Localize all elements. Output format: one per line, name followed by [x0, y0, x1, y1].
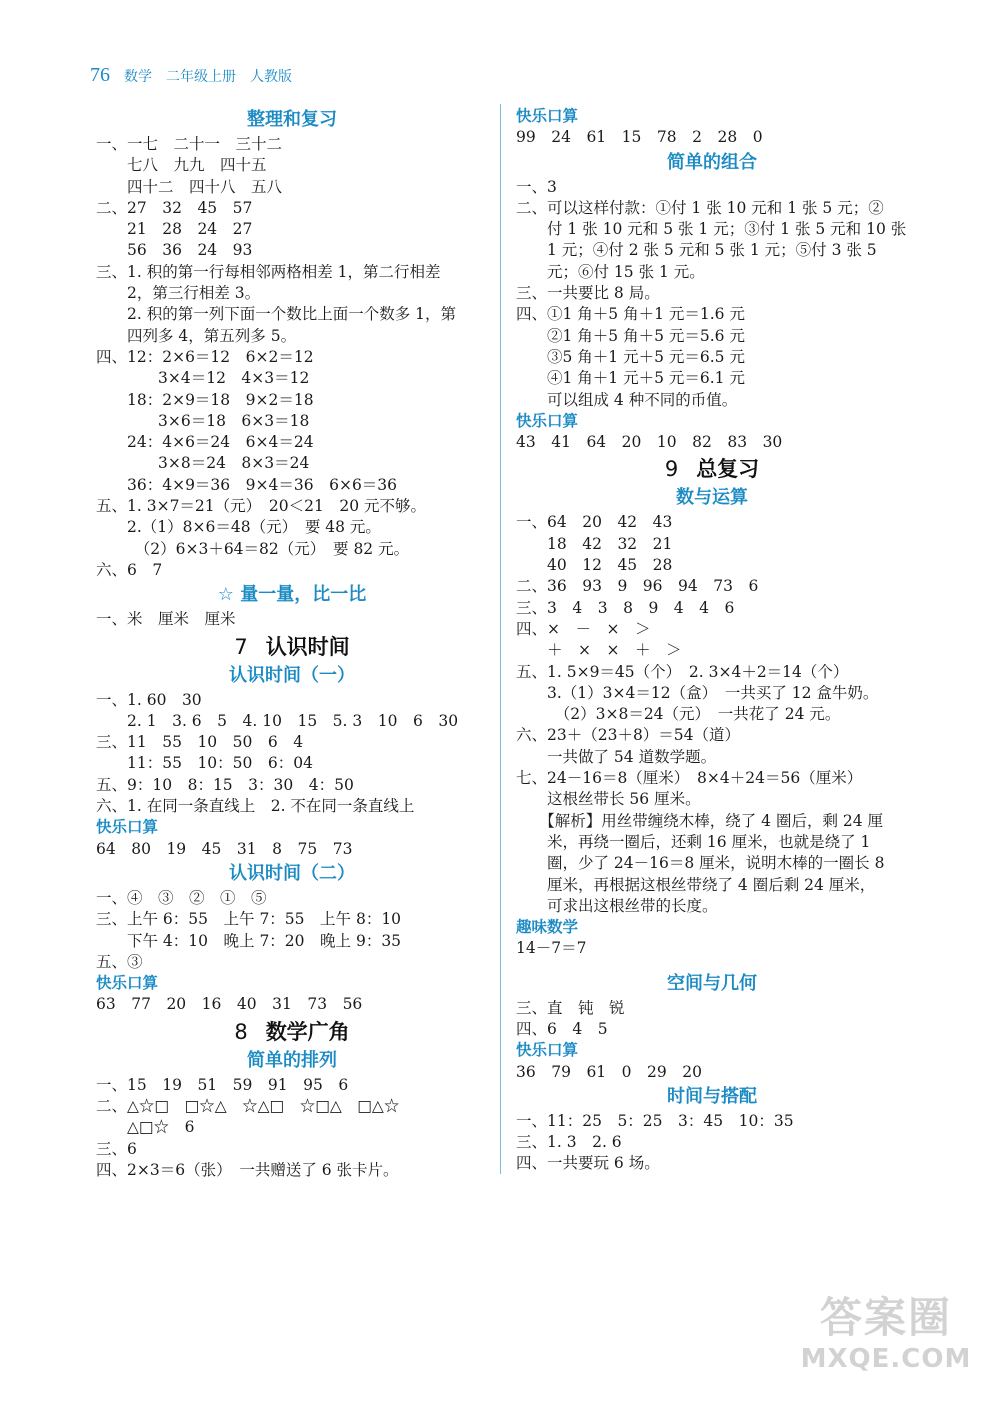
answer-line: ③5 角＋1 元＋5 元＝6.5 元 — [516, 347, 745, 366]
answer-line: 一、④ ③ ② ① ⑤ — [96, 888, 267, 907]
answer-line: △□☆ 6 — [96, 1118, 195, 1137]
answer-line: 三、1. 3 2. 6 — [516, 1133, 622, 1152]
answer-line: 五、9：10 8：15 3：30 4：50 — [96, 775, 354, 794]
answer-line: ＋ × × ＋ ＞ — [516, 641, 682, 660]
watermark-url: MXQE.COM — [800, 1344, 972, 1374]
answer-line: 三、11 55 10 50 6 4 — [96, 733, 304, 752]
answer-line: 2，第三行相差 3。 — [96, 284, 261, 303]
answer-line: 六、23＋（23＋8）＝54（道） — [516, 726, 741, 745]
answer-line: 40 12 45 28 — [516, 556, 673, 575]
answer-line: 五、1. 3×7＝21（元） 20＜21 20 元不够。 — [96, 497, 426, 516]
answer-line: 厘米，再根据这根丝带绕了 4 圈后剩 24 厘米， — [516, 875, 876, 894]
left-column — [96, 106, 488, 1181]
answer-line: 一、15 19 51 59 91 95 6 — [96, 1075, 349, 1094]
answer-line: 元；⑥付 15 张 1 元。 — [516, 262, 705, 281]
answer-line: 可求出这根丝带的长度。 — [516, 896, 718, 915]
answer-line: 36：4×9＝36 9×4＝36 6×6＝36 — [96, 475, 398, 494]
answer-line: 11：55 10：50 6：04 — [96, 754, 313, 773]
answer-line: 下午 4：10 晚上 7：20 晚上 9：35 — [96, 931, 402, 950]
exercise-label: 快乐口算 — [516, 1041, 579, 1060]
subject-label: 数学 — [124, 69, 152, 85]
answer-line: 三、3 4 3 8 9 4 4 6 — [516, 598, 735, 617]
chapter-number: 8 — [234, 1019, 248, 1044]
answer-line: 三、直 钝 锐 — [516, 998, 625, 1017]
answer-line: 18：2×9＝18 9×2＝18 — [96, 390, 314, 409]
section-heading: 简单的组合 — [667, 151, 757, 173]
exercise-label: 快乐口算 — [96, 818, 159, 837]
chapter-title: 认识时间 — [265, 634, 350, 659]
answer-line: 六、1. 在同一条直线上 2. 不在同一条直线上 — [96, 797, 415, 816]
answer-line: 四、12：2×6＝12 6×2＝12 — [96, 347, 314, 366]
answer-line: 这根丝带长 56 厘米。 — [516, 790, 701, 809]
answer-line: 四列多 4，第五列多 5。 — [96, 326, 297, 345]
page-header — [90, 64, 292, 90]
section-heading: 简单的排列 — [247, 1049, 337, 1071]
exercise-label: 趣味数学 — [516, 918, 579, 937]
section-heading: ☆ 量一量，比一比 — [217, 584, 367, 606]
answer-line: 四、一共要玩 6 场。 — [516, 1154, 660, 1173]
answer-line: 二、27 32 45 57 — [96, 198, 253, 217]
exercise-label: 快乐口算 — [96, 974, 159, 993]
answer-line: 二、△☆□ □☆△ ☆△□ ☆□△ □△☆ — [96, 1096, 400, 1115]
answer-line: 圈，少了 24－16＝8 厘米，说明木棒的一圈长 8 — [516, 854, 885, 873]
spacer — [516, 960, 908, 970]
answer-line: 64 80 19 45 31 8 75 73 — [96, 839, 353, 858]
chapter-title: 数学广角 — [265, 1019, 350, 1044]
answer-line: 18 42 32 21 — [516, 534, 673, 553]
answer-line: 三、6 — [96, 1139, 137, 1158]
answer-line: 四、6 4 5 — [516, 1019, 608, 1038]
answer-line: ②1 角＋5 角＋5 元＝5.6 元 — [516, 326, 745, 345]
answer-line: 2. 积的第一列下面一个数比上面一个数多 1，第 — [96, 305, 457, 324]
answer-line: 24：4×6＝24 6×4＝24 — [96, 433, 314, 452]
watermark-logo — [796, 1293, 976, 1385]
answer-line: ④1 角＋1 元＋5 元＝6.1 元 — [516, 369, 745, 388]
answer-line: 21 28 24 27 — [96, 220, 253, 239]
section-heading: 认识时间（二） — [229, 862, 355, 884]
answer-line: 一、64 20 42 43 — [516, 513, 673, 532]
chapter-number: 7 — [234, 634, 248, 659]
answer-line: 三、一共要比 8 局。 — [516, 284, 660, 303]
answer-line: （2）6×3＋64＝82（元） 要 82 元。 — [96, 539, 410, 558]
answer-line: 2.（1）8×6＝48（元） 要 48 元。 — [96, 518, 381, 537]
answer-line: 一、11：25 5：25 3：45 10：35 — [516, 1111, 794, 1130]
answer-line: 二、36 93 9 96 94 73 6 — [516, 577, 759, 596]
exercise-label: 快乐口算 — [516, 411, 579, 430]
page-number: 76 — [90, 64, 110, 86]
answer-line: 3×4＝12 4×3＝12 — [96, 369, 310, 388]
column-divider — [500, 104, 501, 1174]
answer-line: 四十二 四十八 五八 — [96, 177, 283, 196]
answer-line: 43 41 64 20 10 82 83 30 — [516, 433, 783, 452]
answer-line: 56 36 24 93 — [96, 241, 253, 260]
chapter-title: 总复习 — [696, 457, 760, 482]
answer-line: 3×8＝24 8×3＝24 — [96, 454, 310, 473]
edition-label: 人教版 — [250, 69, 292, 85]
chapter-number: 9 — [664, 457, 679, 482]
section-heading: 整理和复习 — [247, 109, 337, 130]
answer-line: 米，再绕一圈后，还剩 16 厘米，也就是绕了 1 — [516, 832, 871, 851]
answer-line: （2）3×8＝24（元） 一共花了 24 元。 — [516, 705, 841, 724]
answer-line: 2. 1 3. 6 5 4. 10 15 5. 3 10 6 30 — [96, 711, 459, 730]
answer-line: 四、× － × ＞ — [516, 619, 651, 638]
answer-line: 四、2×3＝6（张） 一共赠送了 6 张卡片。 — [96, 1160, 399, 1179]
answer-line: 四、①1 角＋5 角＋1 元＝1.6 元 — [516, 305, 745, 324]
answer-line: 1 元；④付 2 张 5 元和 5 张 1 元；⑤付 3 张 5 — [516, 241, 877, 260]
answer-line: 36 79 61 0 29 20 — [516, 1062, 702, 1081]
chapter-heading — [96, 1017, 488, 1047]
answer-line: 一、一七 二十一 三十二 — [96, 135, 283, 153]
answer-line: 可以组成 4 种不同的币值。 — [516, 390, 738, 409]
grade-label: 二年级上册 — [166, 69, 236, 85]
answer-line: 六、6 7 — [96, 560, 163, 579]
answer-line: 一共做了 54 道数学题。 — [516, 747, 717, 766]
right-column — [516, 106, 908, 1175]
exercise-label: 快乐口算 — [516, 107, 579, 125]
answer-line: 七八 九九 四十五 — [96, 156, 267, 175]
section-heading: 数与运算 — [676, 487, 748, 509]
section-heading: 认识时间（一） — [229, 664, 355, 686]
answer-line: 二、可以这样付款：①付 1 张 10 元和 1 张 5 元；② — [516, 198, 884, 217]
answer-line: 一、米 厘米 厘米 — [96, 610, 236, 629]
answer-line: 三、1. 积的第一行每相邻两格相差 1，第二行相差 — [96, 262, 441, 281]
section-heading: 空间与几何 — [667, 972, 757, 994]
answer-line: 七、24－16＝8（厘米） 8×4＋24＝56（厘米） — [516, 769, 863, 788]
chapter-heading — [516, 454, 908, 484]
answer-line: 3×6＝18 6×3＝18 — [96, 411, 310, 430]
chapter-heading — [96, 632, 488, 662]
answer-line: 五、③ — [96, 952, 143, 971]
section-heading: 时间与搭配 — [667, 1085, 757, 1107]
answer-line: 五、1. 5×9＝45（个） 2. 3×4＋2＝14（个） — [516, 662, 849, 681]
answer-line: 三、上午 6：55 上午 7：55 上午 8：10 — [96, 910, 402, 929]
answer-line: 付 1 张 10 元和 5 张 1 元；③付 1 张 5 元和 10 张 — [516, 220, 907, 239]
answer-line: 一、3 — [516, 177, 557, 196]
answer-line: 【解析】用丝带缠绕木棒，绕了 4 圈后，剩 24 厘 — [516, 811, 884, 830]
answer-line: 一、1. 60 30 — [96, 690, 202, 709]
answer-line: 99 24 61 15 78 2 28 0 — [516, 128, 763, 147]
answer-line: 14－7＝7 — [516, 939, 587, 958]
watermark-text: 答案圈 — [819, 1293, 952, 1342]
answer-line: 3.（1）3×4＝12（盒） 一共买了 12 盒牛奶。 — [516, 683, 879, 702]
answer-line: 63 77 20 16 40 31 73 56 — [96, 995, 363, 1014]
